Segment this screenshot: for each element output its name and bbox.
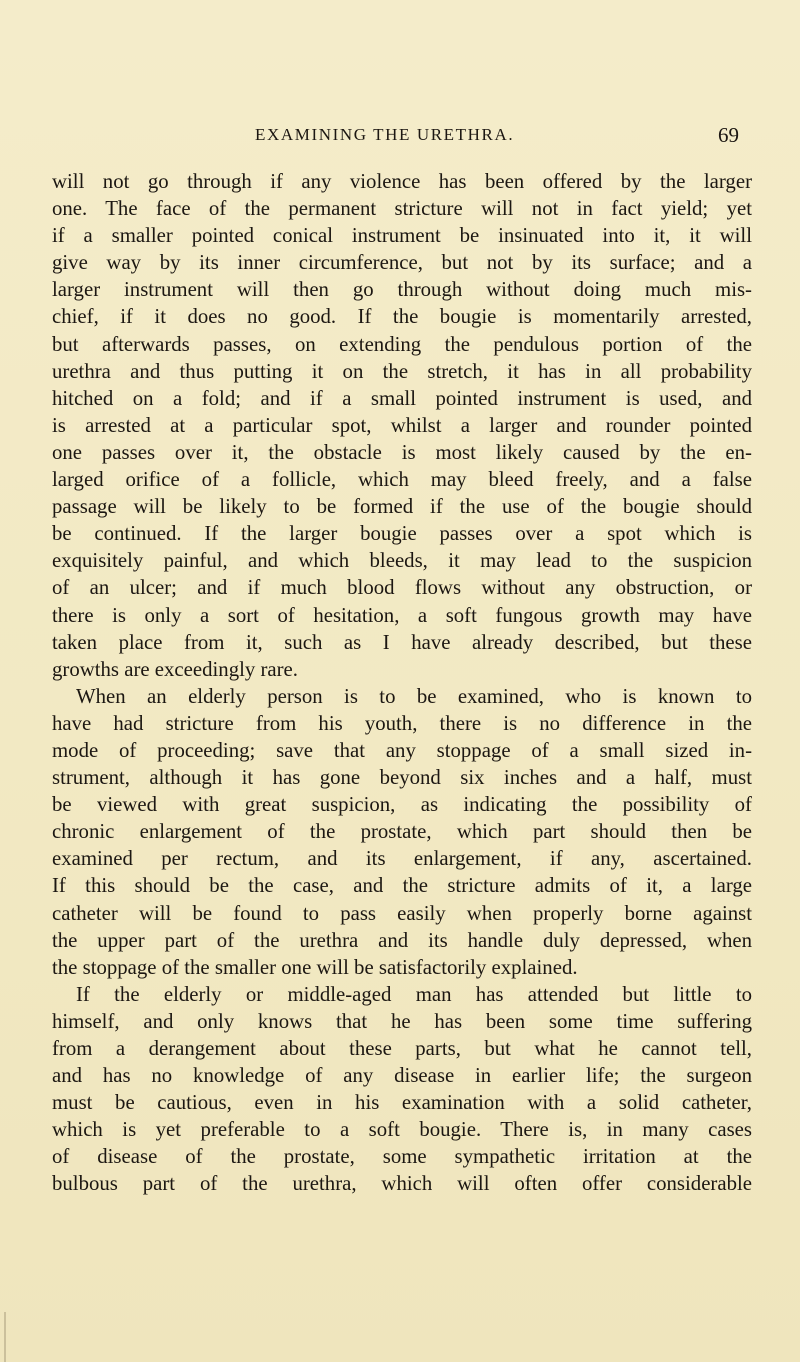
text-line: chief, if it does no good. If the bougie is momentarily arrested, — [52, 305, 752, 329]
page-edge-mark — [4, 1312, 6, 1362]
text-line: will not go through if any violence has been offered by the larger — [52, 170, 752, 193]
text-line: which is yet preferable to a soft bougie. There is, in many cases — [52, 1118, 752, 1142]
text-line: examined per rectum, and its enlargement, if any, ascertained. — [52, 847, 752, 871]
text-line: one passes over it, the obstacle is most likely caused by the en- — [52, 440, 752, 464]
text-line: is arrested at a particular spot, whilst a larger and rounder pointed — [52, 413, 752, 437]
text-line: be continued. If the larger bougie passes over a spot which is — [52, 522, 752, 546]
text-line: larged orifice of a follicle, which may bleed freely, and a false — [52, 468, 752, 492]
text-line: mode of proceeding; save that any stoppage of a small sized in- — [52, 738, 752, 762]
text-line: hitched on a fold; and if a small pointed instrument is used, and — [52, 386, 752, 410]
paragraph-start-line: If the elderly or middle-aged man has attended but little to — [76, 982, 752, 1006]
paragraph-end-line: the stoppage of the smaller one will be satisfactorily explained. — [52, 955, 578, 979]
text-line: bulbous part of the urethra, which will often offer considerable — [52, 1172, 752, 1196]
text-line: and has no knowledge of any disease in earlier life; the surgeon — [52, 1064, 752, 1088]
text-line: urethra and thus putting it on the stretch, it has in all probability — [52, 359, 752, 383]
text-line: there is only a sort of hesitation, a soft fungous growth may have — [52, 603, 752, 627]
paragraph-end-line: growths are exceedingly rare. — [52, 657, 298, 681]
text-line: chronic enlargement of the prostate, which part should then be — [52, 820, 752, 844]
text-line: but afterwards passes, on extending the pendulous portion of the — [52, 332, 752, 356]
text-line: from a derangement about these parts, but what he cannot tell, — [52, 1037, 752, 1060]
text-line: have had stricture from his youth, there is no difference in the — [52, 711, 752, 735]
text-line: if a smaller pointed conical instrument be insinuated into it, it will — [52, 224, 752, 248]
text-line: himself, and only knows that he has been some time suffering — [52, 1009, 752, 1033]
text-line: If this should be the case, and the stricture admits of it, a large — [52, 874, 752, 898]
text-line: passage will be likely to be formed if the use of the bougie should — [52, 495, 752, 519]
text-line: exquisitely painful, and which bleeds, it may lead to the suspicion — [52, 549, 752, 573]
text-line: must be cautious, even in his examination with a solid catheter, — [52, 1091, 752, 1115]
text-line: taken place from it, such as I have already described, but these — [52, 630, 752, 654]
paragraph-start-line: When an elderly person is to be examined, who is known to — [76, 684, 752, 708]
text-line: be viewed with great suspicion, as indicating the possibility of — [52, 793, 752, 817]
page-number: 69 — [718, 123, 739, 147]
text-line: of an ulcer; and if much blood flows without any obstruction, or — [52, 576, 752, 600]
running-title: EXAMINING THE URETHRA. — [255, 125, 515, 144]
text-line: the upper part of the urethra and its handle duly depressed, when — [52, 928, 752, 952]
text-line: catheter will be found to pass easily when properly borne against — [52, 901, 752, 925]
page-header — [0, 120, 800, 150]
text-line: larger instrument will then go through without doing much mis- — [52, 278, 752, 302]
text-line: strument, although it has gone beyond six inches and a half, must — [52, 766, 752, 790]
text-line: give way by its inner circumference, but not by its surface; and a — [52, 251, 752, 275]
text-line: of disease of the prostate, some sympathetic irritation at the — [52, 1145, 752, 1169]
body-text — [52, 168, 752, 1198]
text-line: one. The face of the permanent stricture will not in fact yield; yet — [52, 197, 752, 221]
